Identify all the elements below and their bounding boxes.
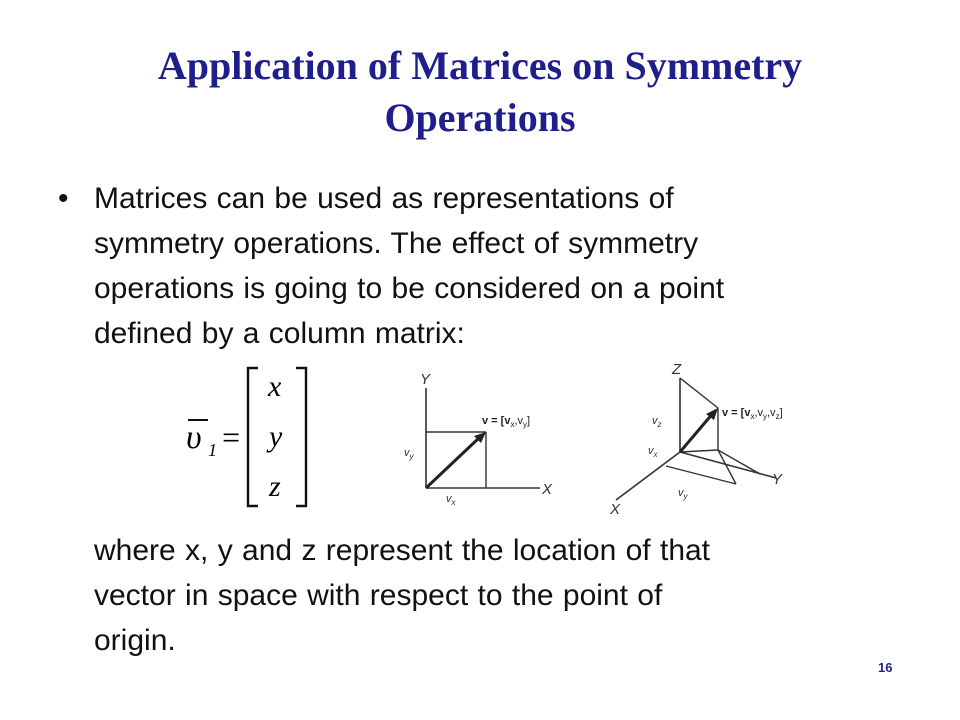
equation-equals: = [220, 419, 242, 455]
continuation-line-2: vector in space with respect to the point of [94, 579, 663, 612]
column-matrix-equation [180, 364, 320, 514]
x-axis-label: X [610, 501, 621, 518]
right-bracket [296, 368, 306, 506]
vector-definition-label: $v = [v_x,v_y,v_z]$ [722, 407, 783, 421]
continuation-line-3: origin. [94, 624, 176, 657]
matrix-entry-y: y [269, 420, 283, 453]
slide-title [60, 40, 900, 144]
x-axis-label: X [542, 481, 553, 498]
z-axis-label: Z [672, 362, 682, 378]
xy-projection-line [680, 450, 718, 452]
equation-lhs-symbol: υ [186, 419, 202, 456]
vector-definition-label: $v = [v_x,v_y]$ [482, 415, 531, 429]
bullet-line-1: Matrices can be used as representations of [94, 182, 674, 215]
base-line-2 [666, 466, 736, 484]
title-line-2: Operations [384, 95, 576, 140]
continuation-text [94, 528, 884, 663]
x-axis [616, 452, 680, 500]
bullet-dot: • [58, 182, 69, 215]
title-line-1: Application of Matrices on Symmetry [157, 43, 803, 88]
equation-lhs-subscript: 1 [208, 440, 217, 460]
vx-label: $v_x$ [648, 445, 658, 459]
vector-shaft [680, 412, 714, 452]
page-number: 16 [878, 660, 893, 675]
continuation-line-1: where x, y and z represent the location of that [94, 534, 711, 567]
bullet-line-2: symmetry operations. The effect of symmetry [94, 227, 699, 260]
vector-3d-figure [600, 362, 840, 520]
vy-label: $v_y$ [678, 487, 688, 501]
left-bracket [248, 368, 258, 506]
z-top-line [680, 378, 718, 408]
vx-label: $v_x$ [446, 493, 456, 507]
vy-label: $v_y$ [404, 447, 414, 461]
vector-2d-figure [390, 370, 570, 515]
bullet-line-3: operations is going to be considered on a point [94, 272, 725, 305]
bullet-text [94, 176, 884, 356]
vz-label: $v_z$ [652, 415, 662, 429]
y-axis-label: Y [420, 371, 431, 388]
vector-shaft [426, 437, 480, 488]
y-axis-label: Y [772, 471, 783, 488]
matrix-entry-x: x [268, 370, 282, 403]
bullet-line-4: defined by a column matrix: [94, 317, 465, 350]
matrix-entry-z: z [269, 470, 281, 503]
